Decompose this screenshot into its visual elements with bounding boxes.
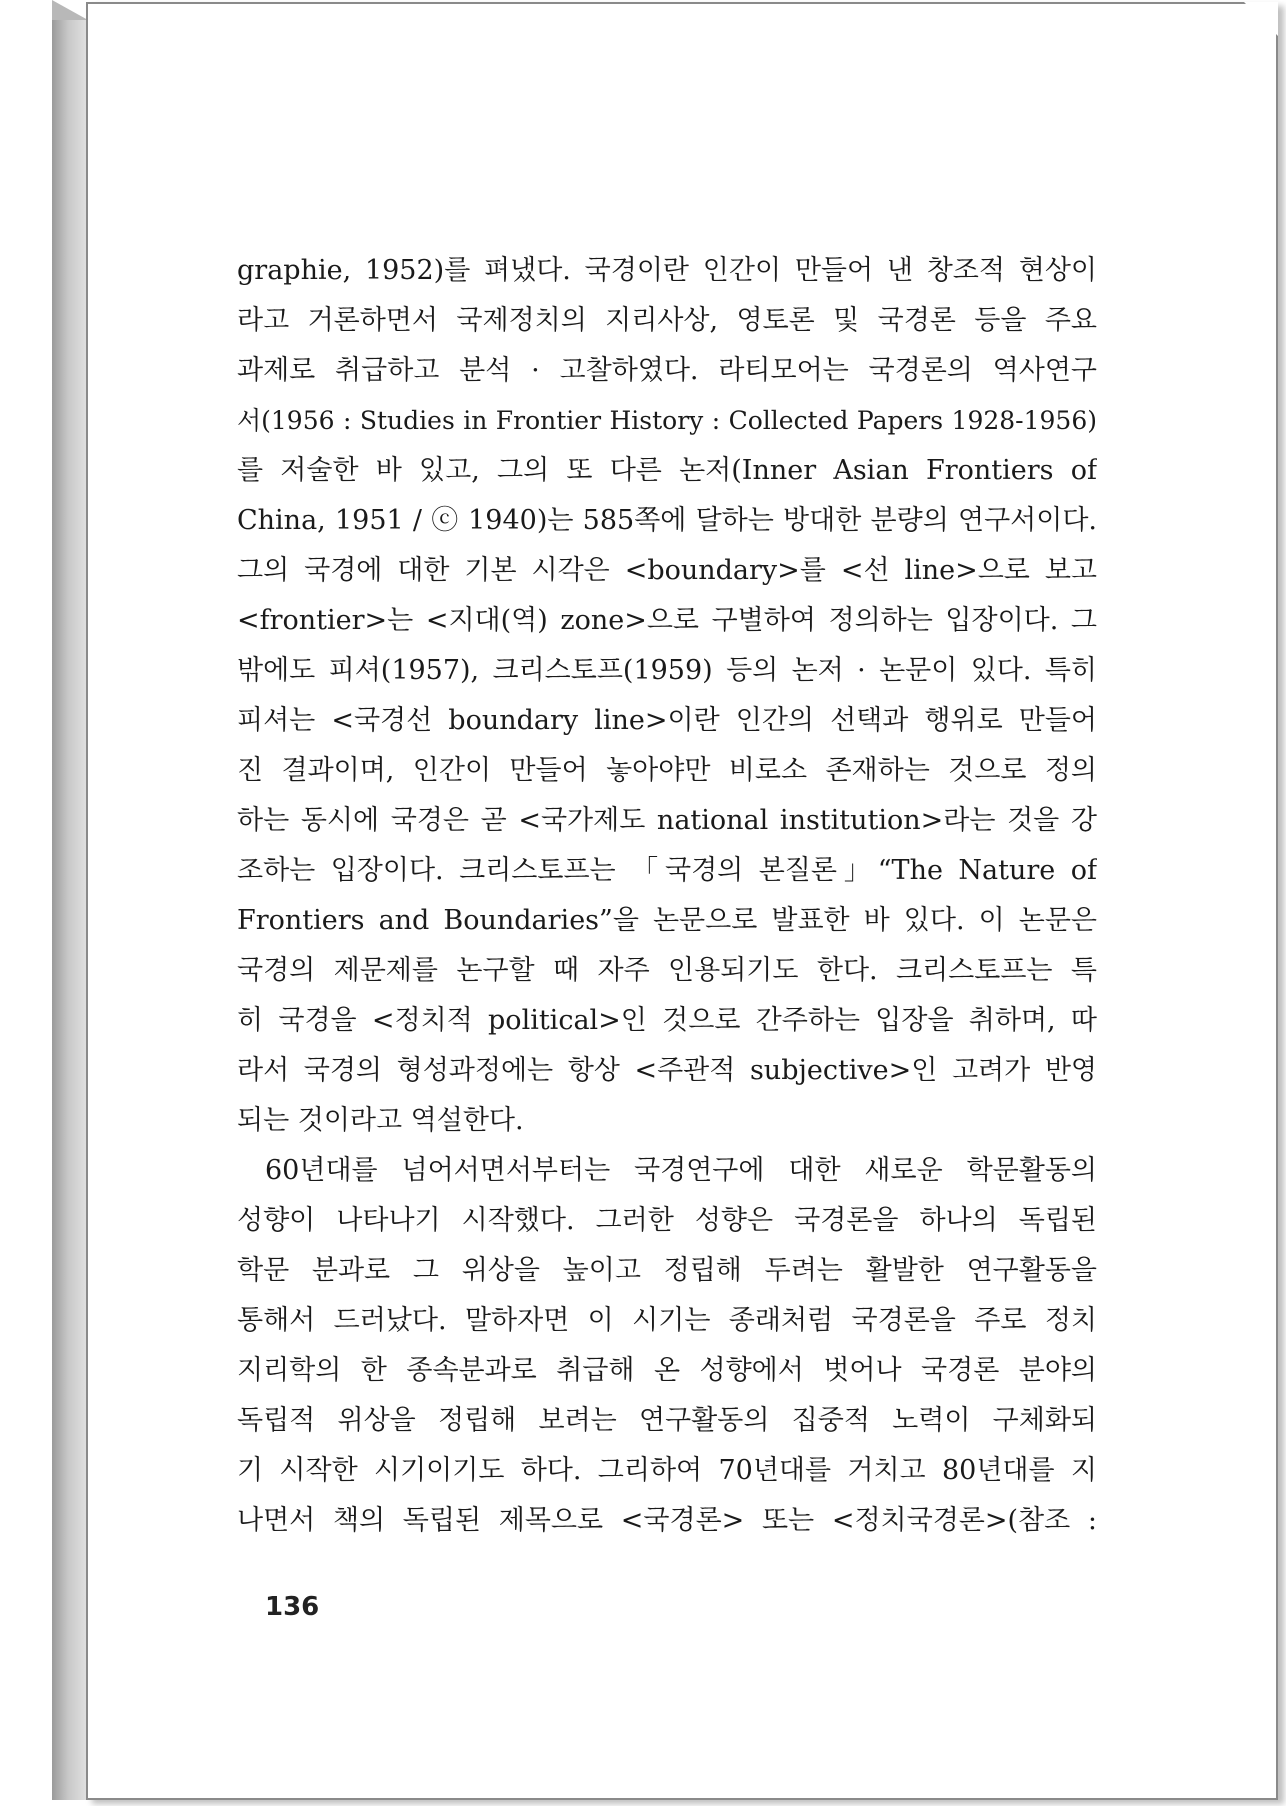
page-number: 136 [265,1592,320,1622]
text-line: 서(1956 : Studies in Frontier History : Collected Papers 1928-1956) [237,406,1097,435]
text-line: 피셔는 <국경선 boundary line>이란 인간의 선택과 행위로 만들어 [237,705,1097,736]
text-line: 기 시작한 시기이기도 하다. 그리하여 70년대를 거치고 80년대를 지 [237,1455,1097,1486]
text-line: 국경의 제문제를 논구할 때 자주 인용되기도 한다. 크리스토프는 특 [237,955,1097,986]
text-line: 지리학의 한 종속분과로 취급해 온 성향에서 벗어나 국경론 분야의 [237,1355,1097,1386]
text-line: 되는 것이라고 역설한다. [237,1105,524,1136]
text-line: 라고 거론하면서 국제정치의 지리사상, 영토론 및 국경론 등을 주요 [237,305,1097,336]
text-line: 성향이 나타나기 시작했다. 그러한 성향은 국경론을 하나의 독립된 [237,1205,1097,1236]
text-line: 학문 분과로 그 위상을 높이고 정립해 두려는 활발한 연구활동을 [237,1255,1097,1286]
text-line: China, 1951 / ⓒ 1940)는 585쪽에 달하는 방대한 분량의 연구서이다. [237,505,1097,536]
text-line: 60년대를 넘어서면서부터는 국경연구에 대한 새로운 학문활동의 [265,1155,1097,1186]
text-line: graphie, 1952)를 펴냈다. 국경이란 인간이 만들어 낸 창조적 현상이 [237,255,1097,286]
text-line: <frontier>는 <지대(역) zone>으로 구별하여 정의하는 입장이다. 그 [237,605,1097,636]
book-page-stack [52,20,88,1800]
text-line: 독립적 위상을 정립해 보려는 연구활동의 집중적 노력이 구체화되 [237,1405,1097,1436]
text-line: 조하는 입장이다. 크리스토프는 「국경의 본질론」“The Nature of [237,855,1097,886]
text-line: 그의 국경에 대한 기본 시각은 <boundary>를 <선 line>으로 보고 [237,555,1097,586]
text-line: 통해서 드러났다. 말하자면 이 시기는 종래처럼 국경론을 주로 정치 [237,1305,1097,1336]
body-text [237,246,1097,1546]
text-line: Frontiers and Boundaries”을 논문으로 발표한 바 있다. 이 논문은 [237,905,1097,936]
text-line: 과제로 취급하고 분석 · 고찰하였다. 라티모어는 국경론의 역사연구 [237,355,1097,386]
page-corner-fold [1244,2,1278,36]
text-line: 를 저술한 바 있고, 그의 또 다른 논저(Inner Asian Frontiers of [237,455,1097,486]
book-edge-top [52,0,88,20]
text-line: 하는 동시에 국경은 곧 <국가제도 national institution>라는 것을 강 [237,805,1097,836]
text-line: 히 국경을 <정치적 political>인 것으로 간주하는 입장을 취하며, 따 [237,1005,1097,1036]
text-line: 진 결과이며, 인간이 만들어 놓아야만 비로소 존재하는 것으로 정의 [237,755,1097,786]
text-line: 나면서 책의 독립된 제목으로 <국경론> 또는 <정치국경론>(참조 : [237,1505,1097,1536]
text-line: 밖에도 피셔(1957), 크리스토프(1959) 등의 논저 · 논문이 있다. 특히 [237,655,1097,686]
text-line: 라서 국경의 형성과정에는 항상 <주관적 subjective>인 고려가 반영 [237,1055,1097,1086]
